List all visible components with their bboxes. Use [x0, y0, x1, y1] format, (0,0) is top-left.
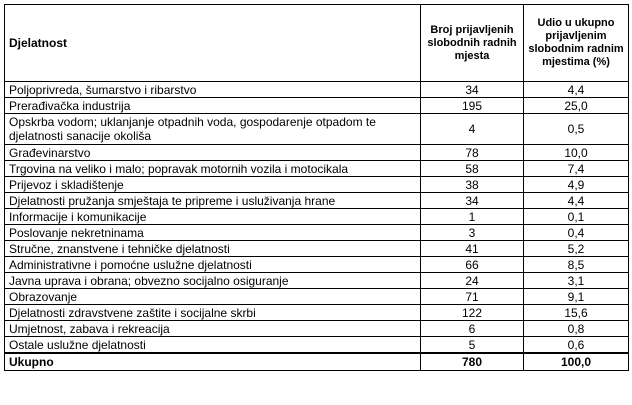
- cell-activity: Prerađivačka industrija: [5, 98, 421, 114]
- cell-activity: Opskrba vodom; uklanjanje otpadnih voda, gospodarenje otpadom te djelatnosti sanacije okoliša: [5, 114, 421, 145]
- cell-share: 7,4: [524, 161, 629, 177]
- cell-share: 5,2: [524, 241, 629, 257]
- header-activity: Djelatnost: [5, 5, 421, 82]
- table-header-row: [5, 5, 629, 82]
- cell-count: 34: [421, 82, 524, 98]
- cell-count: 41: [421, 241, 524, 257]
- cell-activity: Poljoprivreda, šumarstvo i ribarstvo: [5, 82, 421, 98]
- cell-count: 58: [421, 161, 524, 177]
- cell-activity: Stručne, znanstvene i tehničke djelatnosti: [5, 241, 421, 257]
- vacancies-table-container: [4, 4, 628, 401]
- cell-activity: Poslovanje nekretninama: [5, 225, 421, 241]
- cell-count: 34: [421, 193, 524, 209]
- table-row: [5, 161, 629, 177]
- cell-share: 8,5: [524, 257, 629, 273]
- table-row: [5, 337, 629, 354]
- cell-share: 15,6: [524, 305, 629, 321]
- cell-share: 4,4: [524, 82, 629, 98]
- cell-activity: Administrativne i pomoćne uslužne djelatnosti: [5, 257, 421, 273]
- table-row: [5, 193, 629, 209]
- cell-share: 4,9: [524, 177, 629, 193]
- cell-count: 78: [421, 145, 524, 161]
- total-count: 780: [421, 353, 524, 371]
- table-row: [5, 98, 629, 114]
- cell-share: 0,6: [524, 337, 629, 354]
- cell-share: 10,0: [524, 145, 629, 161]
- cell-share: 0,1: [524, 209, 629, 225]
- table-row: [5, 177, 629, 193]
- table-row: [5, 289, 629, 305]
- table-row: [5, 209, 629, 225]
- table-row: [5, 257, 629, 273]
- total-label: Ukupno: [5, 353, 421, 371]
- table-body: [5, 82, 629, 354]
- vacancies-by-activity-table: [4, 4, 629, 371]
- table-row: [5, 321, 629, 337]
- cell-count: 3: [421, 225, 524, 241]
- cell-activity: Javna uprava i obrana; obvezno socijalno osiguranje: [5, 273, 421, 289]
- cell-share: 0,5: [524, 114, 629, 145]
- cell-share: 4,4: [524, 193, 629, 209]
- cell-activity: Prijevoz i skladištenje: [5, 177, 421, 193]
- total-row: [5, 353, 629, 371]
- cell-activity: Informacije i komunikacije: [5, 209, 421, 225]
- table-row: [5, 241, 629, 257]
- cell-count: 195: [421, 98, 524, 114]
- cell-activity: Obrazovanje: [5, 289, 421, 305]
- cell-share: 0,4: [524, 225, 629, 241]
- table-row: [5, 273, 629, 289]
- table-row: [5, 82, 629, 98]
- cell-activity: Građevinarstvo: [5, 145, 421, 161]
- table-row: [5, 225, 629, 241]
- table-row: [5, 114, 629, 145]
- cell-count: 6: [421, 321, 524, 337]
- cell-count: 38: [421, 177, 524, 193]
- cell-activity: Umjetnost, zabava i rekreacija: [5, 321, 421, 337]
- header-share: Udio u ukupno prijavljenim slobodnim radnim mjestima (%): [524, 5, 629, 82]
- cell-activity: Trgovina na veliko i malo; popravak motornih vozila i motocikala: [5, 161, 421, 177]
- cell-count: 122: [421, 305, 524, 321]
- cell-count: 1: [421, 209, 524, 225]
- table-row: [5, 145, 629, 161]
- cell-activity: Djelatnosti zdravstvene zaštite i socijalne skrbi: [5, 305, 421, 321]
- cell-activity: Djelatnosti pružanja smještaja te pripreme i usluživanja hrane: [5, 193, 421, 209]
- cell-count: 5: [421, 337, 524, 354]
- header-count: Broj prijavljenih slobodnih radnih mjesta: [421, 5, 524, 82]
- cell-share: 0,8: [524, 321, 629, 337]
- cell-count: 4: [421, 114, 524, 145]
- cell-activity: Ostale uslužne djelatnosti: [5, 337, 421, 354]
- table-row: [5, 305, 629, 321]
- cell-count: 24: [421, 273, 524, 289]
- cell-count: 71: [421, 289, 524, 305]
- cell-count: 66: [421, 257, 524, 273]
- cell-share: 3,1: [524, 273, 629, 289]
- cell-share: 9,1: [524, 289, 629, 305]
- cell-share: 25,0: [524, 98, 629, 114]
- total-share: 100,0: [524, 353, 629, 371]
